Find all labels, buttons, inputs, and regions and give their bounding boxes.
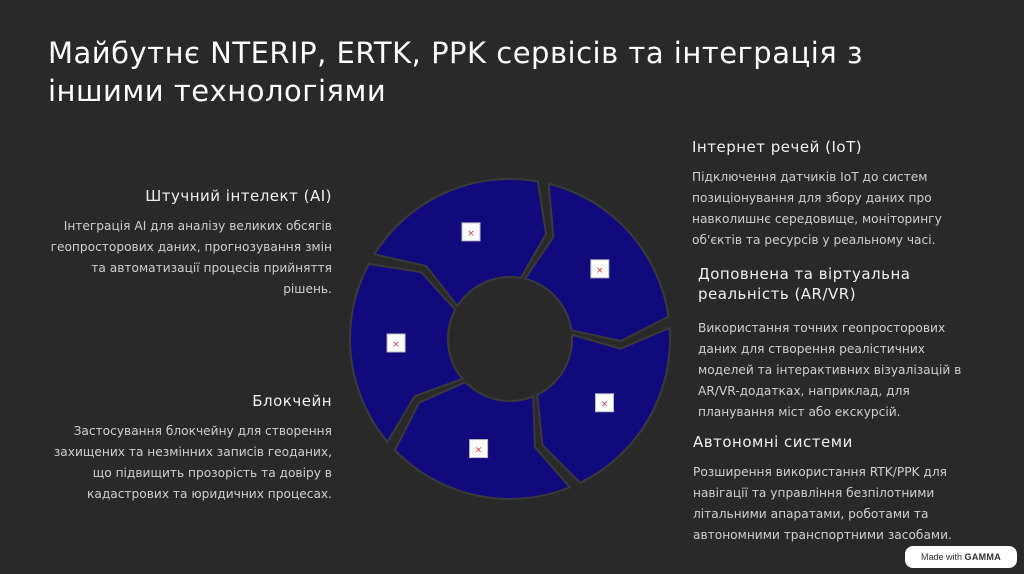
made-with-gamma-badge[interactable] (905, 546, 1017, 568)
ar-vr-heading: Доповнена та віртуальна реальність (AR/VR) (698, 265, 911, 303)
broken-image-icon (387, 334, 405, 352)
svg-text:×: × (596, 265, 604, 276)
svg-text:×: × (467, 228, 475, 239)
broken-image-icon (470, 440, 488, 458)
cycle-ring-diagram (348, 177, 672, 501)
svg-text:×: × (392, 339, 400, 350)
ar-vr-text: Використання точних геопросторових даних для створення реалістичних моделей та інтерактивних візуалізацій в AR/VR-додатках, наприклад, для планування міст або екскурсій. (698, 321, 962, 419)
broken-image-icon (462, 223, 480, 241)
broken-image-icon (591, 260, 609, 278)
blockchain-heading: Блокчейн (252, 392, 332, 410)
iot-text: Підключення датчиків IoT до систем позиціонування для збору даних про навколишнє середовище, моніторингу об'єктів та ресурсів у реальному часі. (692, 170, 942, 247)
iot-block (692, 137, 962, 251)
autonomous-heading: Автономні системи (693, 433, 853, 451)
svg-text:×: × (474, 445, 483, 456)
autonomous-block (693, 432, 973, 546)
ai-heading: Штучний інтелект (AI) (145, 187, 332, 205)
badge-prefix: Made with (920, 552, 962, 562)
badge-brand: GAMMA (964, 552, 1002, 562)
ai-text: Інтеграція AI для аналізу великих обсягів геопросторових даних, прогнозування змін та автоматизації процесів прийняття рішень. (50, 219, 332, 296)
ai-block (40, 186, 332, 300)
blockchain-text: Застосування блокчейну для створення захищених та незмінних записів геоданих, що підвищить прозорість та довіру в кадастрових та юридичних процесах. (53, 424, 332, 501)
iot-heading: Інтернет речей (IoT) (692, 138, 863, 156)
page-title: Майбутнє NTERIP, ERTK, PPK сервісів та інтеграція з іншими технологіями (48, 36, 863, 108)
autonomous-text: Розширення використання RTK/PPK для навігації та управління безпілотними літальними апаратами, роботами та автономними транспортними засобами. (693, 465, 952, 542)
blockchain-block (40, 391, 332, 505)
svg-text:×: × (600, 399, 609, 410)
ar-vr-block (698, 264, 983, 423)
broken-image-icon (596, 394, 614, 412)
